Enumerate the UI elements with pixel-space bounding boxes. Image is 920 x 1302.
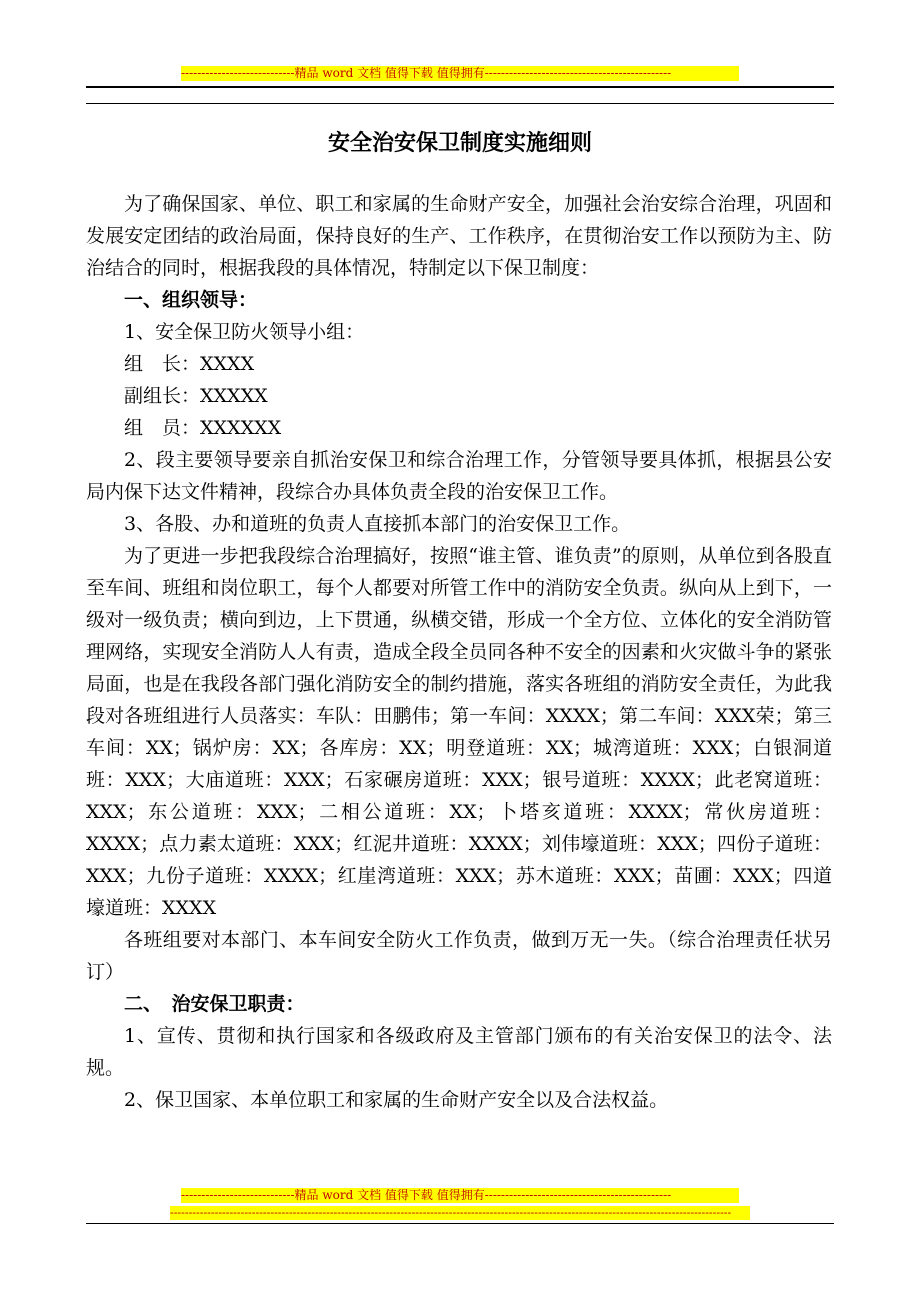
footer-rule [86,1223,834,1224]
paragraph: 1、安全保卫防火领导小组： [124,321,365,343]
section-heading: 二、 治安保卫职责： [124,993,305,1015]
paragraph: 2、保卫国家、本单位职工和家属的生命财产安全以及合法权益。 [124,1089,669,1111]
paragraph: 为了更进一步把我段综合治理搞好，按照“谁主管、谁负责”的原则，从单位到各股直至车间、班组和岗位职工，每个人都要对所管工作中的消防安全负责。纵向从上到下，一级对一级负责；横向到边，上下贯通，纵横交错，形成一个全方位、立体化的安全消防管理网络，实现安全消防人人有责，造成全段全员同各种不安全的因素和火灾做斗争的紧张局面，也是在我段各部门强化消防安全的制约措施，落实各班组的消防安全责任，为此我段对各班组进行人员落实：车队：田鹏伟；第一车间：XXXX；第二车间：XXX荣；第三车间：XX；锅炉房：XX；各库房：XX；明登道班：XX；城湾道班：XXX；白银洞道班：XXX；大庙道班：XXX；石家碾房道班：XXX；银号道班：XXXX；此老窝道班：XXX；东公道班：XXX；二相公道班：XX；卜塔亥道班：XXXX；常伙房道班：XXXX；点力素太道班：XXX；红泥井道班：XXXX；刘伟壕道班：XXX；四份子道班：XXX；九份子道班：XXXX；红崖湾道班：XXX；苏木道班：XXX；苗圃：XXX；四道壕道班：XXXX [86,545,832,919]
document-title: 安全治安保卫制度实施细则 [327,130,592,156]
paragraph: 副组长：XXXXX [124,385,268,407]
paragraph: 为了确保国家、单位、职工和家属的生命财产安全，加强社会治安综合治理，巩固和发展安定团结的政治局面，保持良好的生产、工作秩序，在贯彻治安工作以预防为主、防治结合的同时，根据我段的具体情况，特制定以下保卫制度： [86,193,832,279]
footer-banner: ----------------------------精品 word 文档 值得下载 值得拥有---------------------------------------------- [181,1188,739,1203]
footer-dashes: ------------------------------------------------------------------------------------------------------------------------------------------------------- [170,1206,750,1220]
header-rule-thin [86,103,834,104]
paragraph: 组 员：XXXXXX [124,417,282,439]
header-banner: ----------------------------精品 word 文档 值得下载 值得拥有---------------------------------------------- [181,66,739,81]
document-body [86,188,832,1116]
paragraph: 组 长：XXXX [124,353,255,375]
paragraph: 1、宣传、贯彻和执行国家和各级政府及主管部门颁布的有关治安保卫的法令、法规。 [86,1025,832,1079]
section-heading: 一、组织领导： [124,289,258,311]
paragraph: 3、各股、办和道班的负责人直接抓本部门的治安保卫工作。 [124,513,631,535]
paragraph: 各班组要对本部门、本车间安全防火工作负责，做到万无一失。（综合治理责任状另订） [86,929,832,983]
paragraph: 2、段主要领导要亲自抓治安保卫和综合治理工作，分管领导要具体抓，根据县公安局内保下达文件精神，段综合办具体负责全段的治安保卫工作。 [86,449,832,503]
header-rule-thick [86,86,834,88]
